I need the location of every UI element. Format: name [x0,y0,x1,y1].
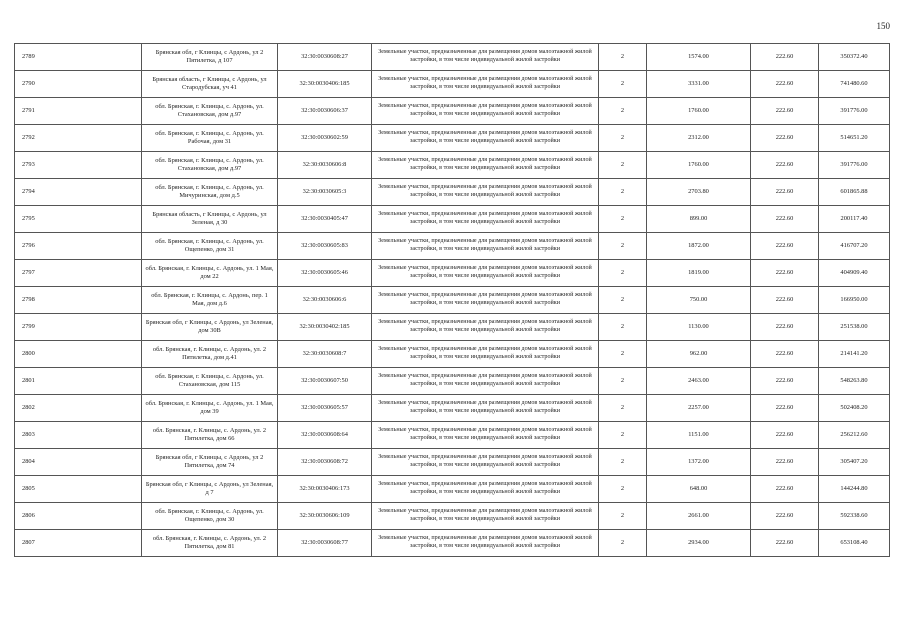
table-row [15,314,890,341]
row-number: 2789 [15,44,142,71]
cadastral-value-cell: 214141.20 [819,341,890,368]
row-number: 2798 [15,287,142,314]
group-code-cell: 2 [599,287,647,314]
land-use-cell: Земельные участки, предназначенные для размещения домов малоэтажной жилой застройки, в том числе индивидуальной жилой застройки [372,260,599,287]
land-registry-table [14,43,890,557]
area-cell: 1760.00 [647,98,751,125]
row-number: 2804 [15,449,142,476]
group-code-cell: 2 [599,314,647,341]
area-cell: 962.00 [647,341,751,368]
cadastral-value-cell: 305407.20 [819,449,890,476]
group-code-cell: 2 [599,44,647,71]
unit-value-cell: 222.60 [751,206,819,233]
area-cell: 1151.00 [647,422,751,449]
cadastral-number-cell: 32:30:0030606:6 [278,287,372,314]
cadastral-value-cell: 251538.00 [819,314,890,341]
area-cell: 2703.80 [647,179,751,206]
land-use-cell: Земельные участки, предназначенные для размещения домов малоэтажной жилой застройки, в том числе индивидуальной жилой застройки [372,503,599,530]
cadastral-number-cell: 32:30:0030602:59 [278,125,372,152]
land-use-cell: Земельные участки, предназначенные для размещения домов малоэтажной жилой застройки, в том числе индивидуальной жилой застройки [372,44,599,71]
address-cell: Брянская обл, г Клинцы, с Ардонь, ул Зеленая, д 7 [142,476,278,503]
table-row [15,476,890,503]
row-number: 2794 [15,179,142,206]
unit-value-cell: 222.60 [751,314,819,341]
cadastral-number-cell: 32:30:0030605:83 [278,233,372,260]
address-cell: обл. Брянская, г. Клинцы, с. Ардонь, ул. 1 Мая, дом 22 [142,260,278,287]
address-cell: обл. Брянская, г. Клинцы, с. Ардонь, ул. Стахановская, дом д.97 [142,152,278,179]
group-code-cell: 2 [599,368,647,395]
land-use-cell: Земельные участки, предназначенные для размещения домов малоэтажной жилой застройки, в том числе индивидуальной жилой застройки [372,98,599,125]
address-cell: Брянская обл, г Клинцы, с Ардонь, ул 2 Пятилетка, дом 74 [142,449,278,476]
address-cell: Брянская область, г Клинцы, с Ардонь, ул Стародубская, уч 41 [142,71,278,98]
cadastral-number-cell: 32:30:0030406:185 [278,71,372,98]
table-row [15,260,890,287]
unit-value-cell: 222.60 [751,125,819,152]
land-use-cell: Земельные участки, предназначенные для размещения домов малоэтажной жилой застройки, в том числе индивидуальной жилой застройки [372,71,599,98]
unit-value-cell: 222.60 [751,368,819,395]
unit-value-cell: 222.60 [751,422,819,449]
cadastral-value-cell: 741480.60 [819,71,890,98]
table-row [15,368,890,395]
unit-value-cell: 222.60 [751,260,819,287]
row-number: 2791 [15,98,142,125]
area-cell: 2463.00 [647,368,751,395]
table-row [15,341,890,368]
address-cell: обл. Брянская, г. Клинцы, с. Ардонь, ул. Стахановская, дом д.97 [142,98,278,125]
table-row [15,44,890,71]
cadastral-number-cell: 32:30:0030406:173 [278,476,372,503]
unit-value-cell: 222.60 [751,152,819,179]
table-row [15,287,890,314]
cadastral-value-cell: 256212.60 [819,422,890,449]
address-cell: обл. Брянская, г. Клинцы, с. Ардонь, ул. 2 Пятилетка, дом 81 [142,530,278,557]
address-cell: обл. Брянская, г. Клинцы, с. Ардонь, ул. 2 Пятилетка, дом д.41 [142,341,278,368]
area-cell: 1574.00 [647,44,751,71]
group-code-cell: 2 [599,449,647,476]
unit-value-cell: 222.60 [751,395,819,422]
cadastral-number-cell: 32:30:0030606:109 [278,503,372,530]
cadastral-number-cell: 32:30:0030605:46 [278,260,372,287]
land-use-cell: Земельные участки, предназначенные для размещения домов малоэтажной жилой застройки, в том числе индивидуальной жилой застройки [372,152,599,179]
cadastral-number-cell: 32:30:0030405:47 [278,206,372,233]
group-code-cell: 2 [599,206,647,233]
table-row [15,530,890,557]
unit-value-cell: 222.60 [751,71,819,98]
row-number: 2790 [15,71,142,98]
cadastral-value-cell: 391776.00 [819,152,890,179]
table-row [15,233,890,260]
group-code-cell: 2 [599,503,647,530]
land-use-cell: Земельные участки, предназначенные для размещения домов малоэтажной жилой застройки, в том числе индивидуальной жилой застройки [372,476,599,503]
address-cell: обл. Брянская, г. Клинцы, с. Ардонь, ул. Стахановская, дом 115 [142,368,278,395]
area-cell: 750.00 [647,287,751,314]
land-use-cell: Земельные участки, предназначенные для размещения домов малоэтажной жилой застройки, в том числе индивидуальной жилой застройки [372,206,599,233]
cadastral-number-cell: 32:30:0030608:77 [278,530,372,557]
address-cell: обл. Брянская, г. Клинцы, с. Ардонь, ул. Рабочая, дом 31 [142,125,278,152]
row-number: 2799 [15,314,142,341]
cadastral-value-cell: 592338.60 [819,503,890,530]
group-code-cell: 2 [599,98,647,125]
address-cell: Брянская область, г Клинцы, с Ардонь, ул Зеленая, д 30 [142,206,278,233]
land-use-cell: Земельные участки, предназначенные для размещения домов малоэтажной жилой застройки, в том числе индивидуальной жилой застройки [372,314,599,341]
land-use-cell: Земельные участки, предназначенные для размещения домов малоэтажной жилой застройки, в том числе индивидуальной жилой застройки [372,341,599,368]
unit-value-cell: 222.60 [751,476,819,503]
area-cell: 1760.00 [647,152,751,179]
land-use-cell: Земельные участки, предназначенные для размещения домов малоэтажной жилой застройки, в том числе индивидуальной жилой застройки [372,233,599,260]
group-code-cell: 2 [599,179,647,206]
cadastral-value-cell: 514651.20 [819,125,890,152]
unit-value-cell: 222.60 [751,530,819,557]
group-code-cell: 2 [599,395,647,422]
cadastral-value-cell: 391776.00 [819,98,890,125]
cadastral-value-cell: 200117.40 [819,206,890,233]
cadastral-number-cell: 32:30:0030606:8 [278,152,372,179]
row-number: 2796 [15,233,142,260]
cadastral-value-cell: 416707.20 [819,233,890,260]
row-number: 2803 [15,422,142,449]
table-row [15,71,890,98]
land-use-cell: Земельные участки, предназначенные для размещения домов малоэтажной жилой застройки, в том числе индивидуальной жилой застройки [372,368,599,395]
land-use-cell: Земельные участки, предназначенные для размещения домов малоэтажной жилой застройки, в том числе индивидуальной жилой застройки [372,449,599,476]
group-code-cell: 2 [599,422,647,449]
table-row [15,395,890,422]
table-body [15,44,890,557]
row-number: 2801 [15,368,142,395]
address-cell: обл. Брянская, г. Клинцы, с. Ардонь, ул. Мичуринская, дом д.5 [142,179,278,206]
land-use-cell: Земельные участки, предназначенные для размещения домов малоэтажной жилой застройки, в том числе индивидуальной жилой застройки [372,287,599,314]
cadastral-value-cell: 144244.80 [819,476,890,503]
group-code-cell: 2 [599,125,647,152]
unit-value-cell: 222.60 [751,98,819,125]
cadastral-value-cell: 502408.20 [819,395,890,422]
group-code-cell: 2 [599,341,647,368]
table-row [15,125,890,152]
group-code-cell: 2 [599,71,647,98]
address-cell: обл. Брянская, г. Клинцы, с. Ардонь, пер. 1 Мая, дом д.6 [142,287,278,314]
unit-value-cell: 222.60 [751,44,819,71]
land-use-cell: Земельные участки, предназначенные для размещения домов малоэтажной жилой застройки, в том числе индивидуальной жилой застройки [372,125,599,152]
cadastral-value-cell: 548263.80 [819,368,890,395]
cadastral-value-cell: 166950.00 [819,287,890,314]
group-code-cell: 2 [599,260,647,287]
address-cell: обл. Брянская, г. Клинцы, с. Ардонь, ул. Ощепенко, дом 30 [142,503,278,530]
row-number: 2795 [15,206,142,233]
cadastral-number-cell: 32:30:0030606:37 [278,98,372,125]
cadastral-number-cell: 32:30:0030608:7 [278,341,372,368]
land-use-cell: Земельные участки, предназначенные для размещения домов малоэтажной жилой застройки, в том числе индивидуальной жилой застройки [372,530,599,557]
group-code-cell: 2 [599,152,647,179]
area-cell: 2312.00 [647,125,751,152]
address-cell: обл. Брянская, г. Клинцы, с. Ардонь, ул. Ощепенко, дом 31 [142,233,278,260]
address-cell: обл. Брянская, г. Клинцы, с. Ардонь, ул. 1 Мая, дом 39 [142,395,278,422]
cadastral-number-cell: 32:30:0030605:57 [278,395,372,422]
unit-value-cell: 222.60 [751,287,819,314]
cadastral-value-cell: 350372.40 [819,44,890,71]
table-row [15,98,890,125]
cadastral-number-cell: 32:30:0030605:3 [278,179,372,206]
cadastral-number-cell: 32:30:0030608:72 [278,449,372,476]
area-cell: 1819.00 [647,260,751,287]
cadastral-number-cell: 32:30:0030402:185 [278,314,372,341]
area-cell: 2257.00 [647,395,751,422]
table-row [15,503,890,530]
cadastral-number-cell: 32:30:0030608:27 [278,44,372,71]
cadastral-value-cell: 404909.40 [819,260,890,287]
row-number: 2792 [15,125,142,152]
page-number: 150 [876,21,890,31]
cadastral-number-cell: 32:30:0030608:64 [278,422,372,449]
table-row [15,206,890,233]
unit-value-cell: 222.60 [751,233,819,260]
unit-value-cell: 222.60 [751,179,819,206]
land-use-cell: Земельные участки, предназначенные для размещения домов малоэтажной жилой застройки, в том числе индивидуальной жилой застройки [372,422,599,449]
address-cell: Брянская обл, г Клинцы, с Ардонь, ул Зеленая, дом 30В [142,314,278,341]
area-cell: 899.00 [647,206,751,233]
area-cell: 1372.00 [647,449,751,476]
row-number: 2800 [15,341,142,368]
table-row [15,449,890,476]
area-cell: 2661.00 [647,503,751,530]
address-cell: обл. Брянская, г. Клинцы, с. Ардонь, ул. 2 Пятилетка, дом 66 [142,422,278,449]
area-cell: 1872.00 [647,233,751,260]
land-use-cell: Земельные участки, предназначенные для размещения домов малоэтажной жилой застройки, в том числе индивидуальной жилой застройки [372,395,599,422]
area-cell: 1130.00 [647,314,751,341]
table-row [15,152,890,179]
row-number: 2807 [15,530,142,557]
cadastral-value-cell: 601865.88 [819,179,890,206]
area-cell: 3331.00 [647,71,751,98]
table-row [15,179,890,206]
group-code-cell: 2 [599,476,647,503]
unit-value-cell: 222.60 [751,449,819,476]
row-number: 2802 [15,395,142,422]
land-use-cell: Земельные участки, предназначенные для размещения домов малоэтажной жилой застройки, в том числе индивидуальной жилой застройки [372,179,599,206]
address-cell: Брянская обл, г Клинцы, с Ардонь, ул 2 Пятилетка, д 107 [142,44,278,71]
row-number: 2797 [15,260,142,287]
group-code-cell: 2 [599,530,647,557]
unit-value-cell: 222.60 [751,503,819,530]
row-number: 2805 [15,476,142,503]
cadastral-value-cell: 653108.40 [819,530,890,557]
table-row [15,422,890,449]
row-number: 2806 [15,503,142,530]
cadastral-number-cell: 32:30:0030607:50 [278,368,372,395]
area-cell: 648.00 [647,476,751,503]
area-cell: 2934.00 [647,530,751,557]
group-code-cell: 2 [599,233,647,260]
row-number: 2793 [15,152,142,179]
unit-value-cell: 222.60 [751,341,819,368]
